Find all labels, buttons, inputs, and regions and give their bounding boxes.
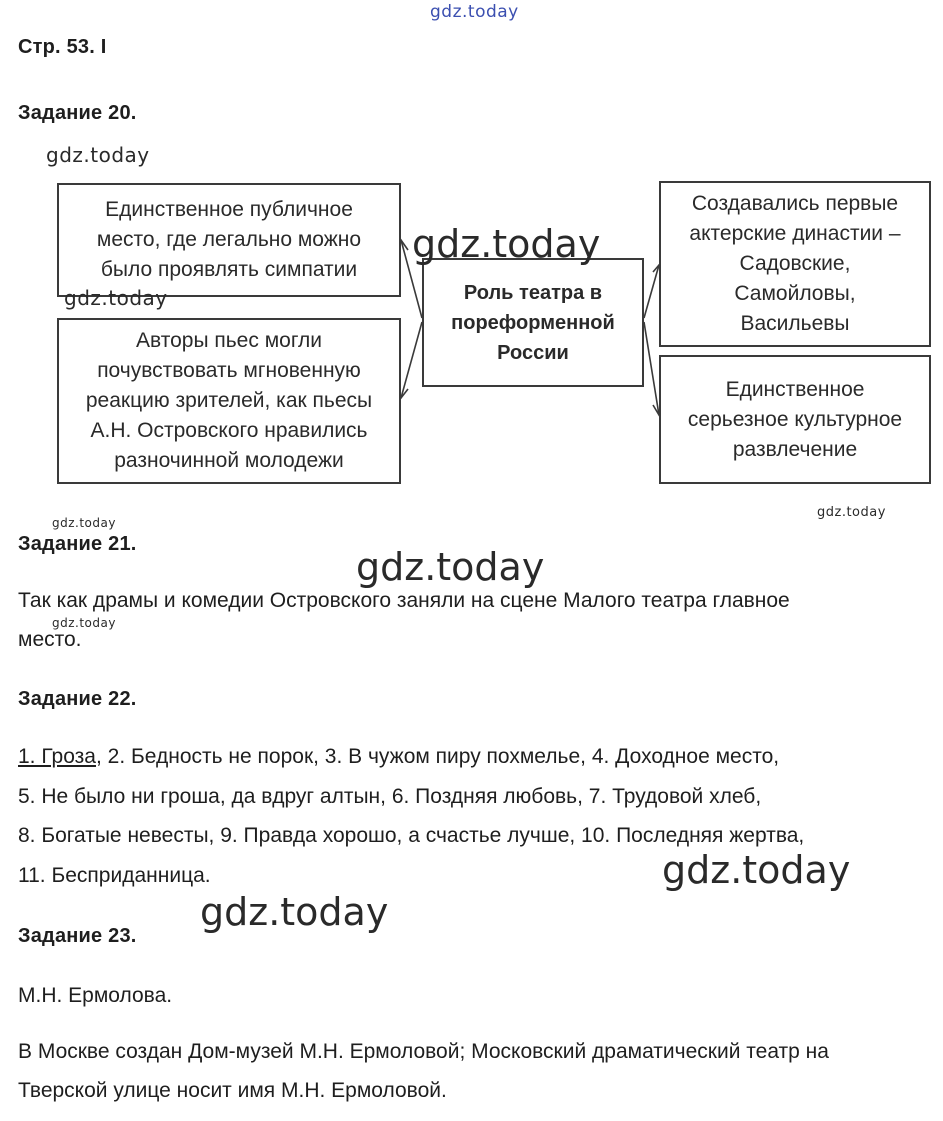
watermark: gdz.today bbox=[412, 222, 601, 266]
task23-title: Задание 23. bbox=[18, 925, 137, 947]
box-line: реакцию зрителей, как пьесы bbox=[85, 389, 373, 412]
diagram-box-left-top bbox=[57, 183, 401, 297]
diagram-box-right-top bbox=[659, 181, 931, 347]
box-line: пореформенной bbox=[451, 311, 615, 334]
task22-line-4: 11. Бесприданница. bbox=[18, 864, 211, 887]
box-line: развлечение bbox=[732, 437, 858, 461]
watermark: gdz.today bbox=[52, 516, 116, 530]
watermark: gdz.today bbox=[356, 545, 545, 589]
box-line: Васильевы bbox=[740, 312, 850, 335]
box-line: Создавались первые bbox=[691, 192, 899, 215]
diagram-box-center bbox=[422, 258, 644, 387]
watermark: gdz.today bbox=[64, 286, 168, 310]
box-line: А.Н. Островского нравились bbox=[90, 419, 368, 442]
watermark: gdz.today bbox=[46, 143, 150, 167]
arrow-right-bottom bbox=[644, 322, 659, 415]
task21-line: место. bbox=[18, 628, 82, 651]
watermark-top: gdz.today bbox=[430, 2, 519, 22]
task21-title: Задание 21. bbox=[18, 533, 137, 555]
box-line: России bbox=[497, 341, 569, 364]
task22-line-3: 8. Богатые невесты, 9. Правда хорошо, а счастье лучше, 10. Последняя жертва, bbox=[18, 824, 805, 847]
task22-first-item: 1. Гроза bbox=[18, 745, 96, 768]
box-line: серьезное культурное bbox=[687, 407, 903, 431]
box-line: Единственное публичное bbox=[105, 198, 353, 221]
box-line: было проявлять симпатии bbox=[100, 258, 358, 281]
arrow-left-bottom bbox=[401, 322, 422, 398]
watermark: gdz.today bbox=[817, 505, 886, 520]
task22-line-2: 5. Не было ни гроша, да вдруг алтын, 6. Поздняя любовь, 7. Трудовой хлеб, bbox=[18, 785, 762, 808]
box-line: Самойловы, bbox=[734, 282, 856, 305]
page-header: Стр. 53. I bbox=[18, 36, 107, 58]
task21-line: Так как драмы и комедии Островского заняли на сцене Малого театра главное bbox=[18, 589, 790, 612]
task22-line1-rest: , 2. Бедность не порок, 3. В чужом пиру похмелье, 4. Доходное место, bbox=[95, 745, 780, 768]
box-line: разночинной молодежи bbox=[114, 449, 344, 472]
arrow-right-top bbox=[644, 265, 659, 318]
task22-line-1 bbox=[18, 745, 779, 769]
diagram-box-right-bottom bbox=[659, 355, 931, 484]
diagram-box-left-bottom bbox=[57, 318, 401, 484]
task20-title: Задание 20. bbox=[18, 102, 137, 124]
box-line: место, где легально можно bbox=[96, 228, 362, 251]
task23-line: Тверской улице носит имя М.Н. Ермоловой. bbox=[18, 1079, 447, 1102]
box-line: Авторы пьес могли bbox=[136, 329, 322, 352]
task23-line: В Москве создан Дом-музей М.Н. Ермоловой; Московский драматический театр на bbox=[18, 1040, 829, 1063]
box-line: Садовские, bbox=[739, 252, 851, 275]
watermark: gdz.today bbox=[662, 848, 851, 892]
watermark: gdz.today bbox=[200, 890, 389, 934]
box-line: актерские династии – bbox=[689, 222, 901, 245]
box-line: Единственное bbox=[725, 377, 865, 401]
task22-title: Задание 22. bbox=[18, 688, 137, 710]
box-line: почувствовать мгновенную bbox=[97, 359, 361, 382]
task23-answer: М.Н. Ермолова. bbox=[18, 984, 173, 1007]
box-line: Роль театра в bbox=[463, 281, 603, 304]
watermark: gdz.today bbox=[52, 616, 116, 630]
